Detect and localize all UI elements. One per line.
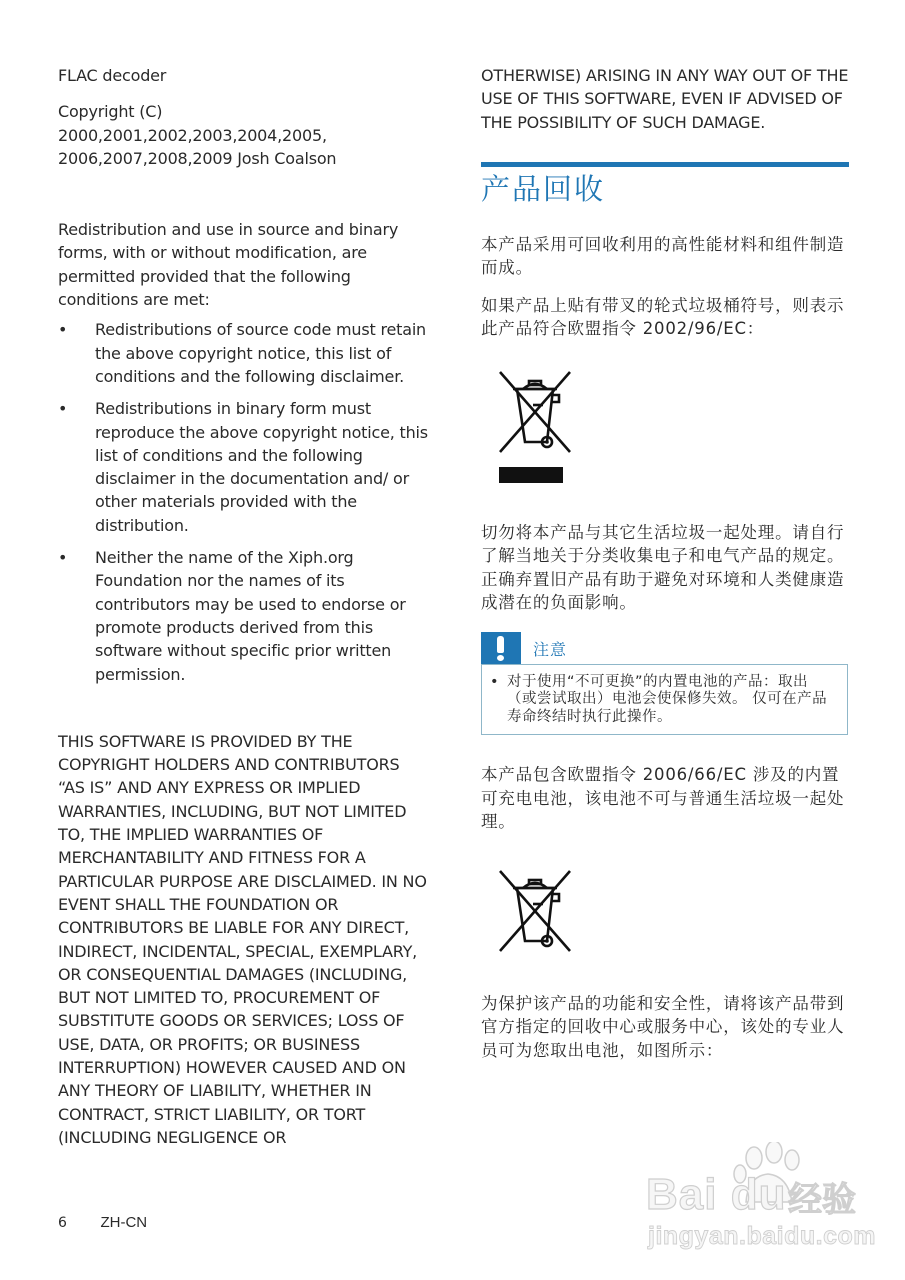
list-item-text: Neither the name of the Xiph.org Foundation nor the names of its contributors may be used to endorse or promote products derived from this software without specific prior written permission. [95,548,406,684]
crossed-bin-with-bar-icon [495,367,575,483]
watermark-url: jingyan.baidu.com [648,1222,876,1250]
section-divider [481,162,849,167]
bullet-icon: • [490,673,500,690]
section-title-recycling: 产品回收 [481,171,606,206]
battery-removal-paragraph: 为保护该产品的功能和安全性，请将该产品带到官方指定的回收中心或服务中心，该处的专业人员可为您取出电池，如图所示： [481,993,845,1060]
crossed-bin-icon [495,866,575,956]
warranty-disclaimer: THIS SOFTWARE IS PROVIDED BY THE COPYRIGHT HOLDERS AND CONTRIBUTORS “AS IS” AND ANY EXPRESS OR IMPLIED WARRANTIES, INCLUDING, BUT NOT LIMITED TO, THE IMPLIED WARRANTIES OF MERCHANTABILITY AND FITNESS FOR A PARTICULAR PURPOSE ARE DISCLAIMED. IN NO EVENT SHALL THE FOUNDATION OR CONTRIBUTORS BE LIABLE FOR ANY DIRECT, INDIRECT, INCIDENTAL, SPECIAL, EXEMPLARY, OR CONSEQUENTIAL DAMAGES (INCLUDING, BUT NOT LIMITED TO, PROCUREMENT OF SUBSTITUTE GOODS OR SERVICES; LOSS OF USE, DATA, OR PROFITS; OR BUSINESS INTERRUPTION) HOWEVER CAUSED AND ON ANY THEORY OF LIABILITY, WHETHER IN CONTRACT, STRICT LIABILITY, OR TORT (INCLUDING NEGLIGENCE OR [58,731,427,1147]
license-conditions-list [58,318,430,685]
bullet-icon: • [58,548,68,568]
disposal-paragraph: 切勿将本产品与其它生活垃圾一起处理。请自行了解当地关于分类收集电子和电气产品的规定。 正确弃置旧产品有助于避免对环境和人类健康造成潜在的负面影响。 [481,522,845,613]
bullet-icon: • [58,399,68,419]
list-item [58,397,430,537]
copyright-notice: Copyright (C) 2000,2001,2002,2003,2004,2005, 2006,2007,2008,2009 Josh Coalson [58,102,337,168]
warranty-disclaimer-continued: OTHERWISE) ARISING IN ANY WAY OUT OF THE USE OF THIS SOFTWARE, EVEN IF ADVISED OF THE POSSIBILITY OF SUCH DAMAGE. [481,66,849,132]
page-number: 6 [58,1215,67,1231]
caution-label: 注意 [533,639,568,659]
exclamation-icon [481,632,521,664]
caution-item-text: 对于使用“不可更换”的内置电池的产品：取出（或尝试取出）电池会使保修失效。 仅可在产品寿命终结时执行此操作。 [507,673,828,725]
watermark-brand: Bai du [646,1170,787,1219]
weee-directive-paragraph: 如果产品上贴有带叉的轮式垃圾桶符号，则表示此产品符合欧盟指令 2002/96/EC： [481,295,845,339]
language-code: ZH-CN [100,1214,148,1231]
license-intro: Redistribution and use in source and binary forms, with or without modification, are permitted provided that the following conditions are met: [58,220,399,310]
list-item-text: Redistributions in binary form must reproduce the above copyright notice, this list of conditions and the following disclaimer in the documentation and/ or other materials provided with the distribution. [95,399,428,535]
list-item [58,546,430,686]
right-column [481,64,849,1062]
page-footer [58,1214,147,1231]
caution-box [481,664,848,736]
baidu-watermark [646,1142,876,1252]
section-heading-flac: FLAC decoder [58,66,167,85]
watermark-brand-cn: 经验 [788,1180,856,1220]
list-item [58,318,430,388]
caution-item [488,674,833,727]
caution-notice [481,632,849,736]
bullet-icon: • [58,320,68,340]
recycling-paragraph: 本产品采用可回收利用的高性能材料和组件制造而成。 [481,234,845,278]
list-item-text: Redistributions of source code must retain the above copyright notice, this list of conditions and the following disclaimer. [95,320,426,386]
left-column [58,64,430,1149]
battery-directive-paragraph: 本产品包含欧盟指令 2006/66/EC 涉及的内置可充电电池，该电池不可与普通生活垃圾一起处理。 [481,765,845,832]
